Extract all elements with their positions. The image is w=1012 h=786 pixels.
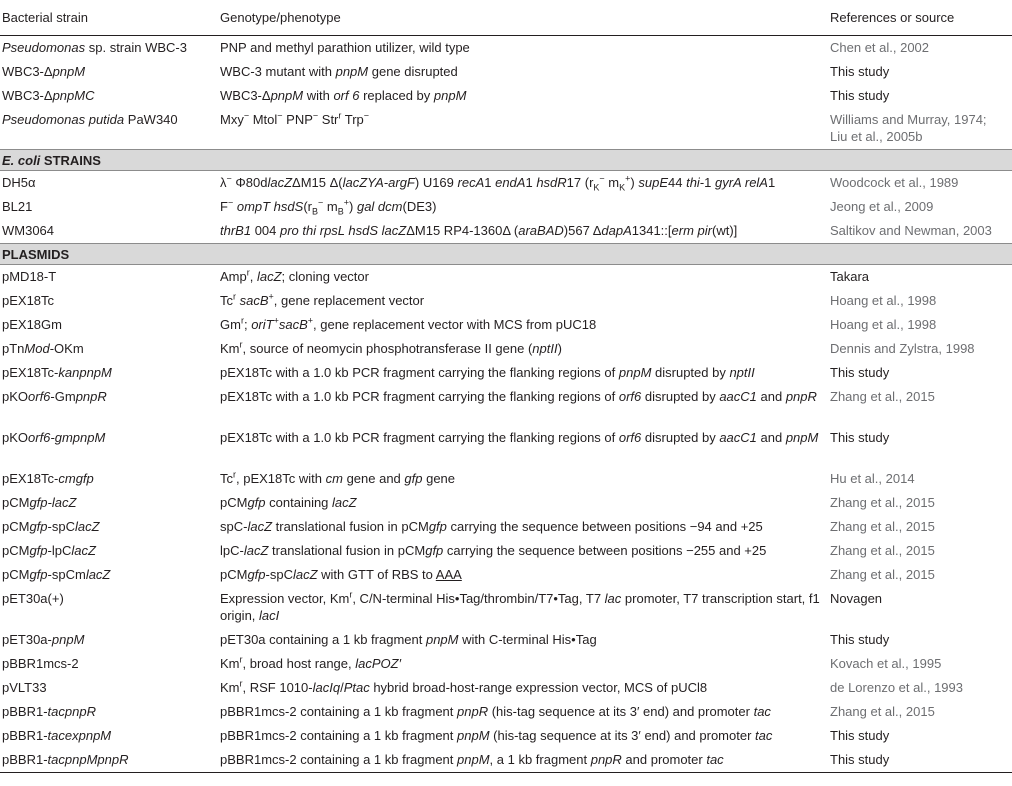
genotype-cell: pEX18Tc with a 1.0 kb PCR fragment carrying the flanking regions of orf6 disrupted by aacC1 and pnpR (220, 389, 817, 404)
genotype-cell: Expression vector, Km$^r$, C/N-terminal His•Tag/thrombin/T7•Tag, T7 lac promoter, T7 transcription start, f1 origin, lacI (220, 589, 820, 623)
genotype-cell: pBBR1mcs-2 containing a 1 kb fragment pnpR (his-tag sequence at its 3′ end) and promoter tac (220, 704, 771, 719)
reference-cell: This study (830, 365, 890, 380)
table-row (0, 219, 1012, 243)
table-row (0, 108, 1012, 149)
genotype-cell: pEX18Tc with a 1.0 kb PCR fragment carrying the flanking regions of orf6 disrupted by aacC1 and pnpM (220, 430, 819, 445)
reference-cell: This study (830, 728, 890, 743)
reference-cell: Novagen (830, 591, 883, 606)
genotype-cell: pBBR1mcs-2 containing a 1 kb fragment pnpM, a 1 kb fragment pnpR and promoter tac (220, 752, 724, 767)
reference-link[interactable]: Hoang et al., 1998 (830, 317, 937, 332)
genotype-cell: F− ompT $hsdS(r_B^-$ $m_B^+$) gal dcm(DE3) (220, 197, 437, 217)
reference-link[interactable]: Zhang et al., 2015 (830, 704, 935, 719)
strain-name-cell: pCMgfp-spCmlacZ (2, 567, 111, 582)
table-row (0, 171, 1012, 195)
table-body (0, 36, 1012, 773)
header-bacterial-strain: Bacterial strain (2, 10, 88, 25)
genotype-cell: Gm$^r$; oriT+sacB+, gene replacement vector with MCS from pUC18 (220, 315, 597, 332)
reference-link[interactable]: Chen et al., 2002 (830, 40, 930, 55)
header-genotype-phenotype: Genotype/phenotype (220, 10, 341, 25)
reference-link[interactable]: Williams and Murray, 1974; Liu et al., 2005b (830, 112, 987, 144)
strain-name-cell: pEX18Tc-kanpnpM (2, 365, 112, 380)
strain-name-cell: DH5α (2, 175, 36, 190)
strain-name-cell: pET30a(+) (2, 591, 64, 606)
reference-cell: This study (830, 430, 890, 445)
table-row (0, 195, 1012, 219)
table-row (0, 313, 1012, 337)
reference-link[interactable]: de Lorenzo et al., 1993 (830, 680, 963, 695)
reference-link[interactable]: Zhang et al., 2015 (830, 519, 935, 534)
genotype-cell: Tc$^r$, pEX18Tc with cm gene and gfp gene (220, 469, 456, 486)
reference-link[interactable]: Saltikov and Newman, 2003 (830, 223, 992, 238)
reference-cell: This study (830, 632, 890, 647)
genotype-cell: λ− Φ80dlacZΔM15 Δ(lacZYA-argF) U169 recA1 endA1 hsdR17 ($r_K^-$ $m_K^+$) supE44 thi-1 gyrA relA1 (220, 173, 776, 193)
table-row (0, 361, 1012, 385)
strain-name-cell: Pseudomonas putida PaW340 (2, 112, 178, 127)
table-row (0, 539, 1012, 563)
genotype-cell: pEX18Tc with a 1.0 kb PCR fragment carrying the flanking regions of pnpM disrupted by nptII (220, 365, 755, 380)
genotype-cell: Amp$^r$, lacZ; cloning vector (220, 267, 369, 284)
genotype-cell: WBC-3 mutant with pnpM gene disrupted (220, 64, 458, 79)
reference-cell: This study (830, 88, 890, 103)
table-row (0, 467, 1012, 491)
strain-name-cell: pBBR1-tacpnpMpnpR (2, 752, 129, 767)
reference-link[interactable]: Zhang et al., 2015 (830, 495, 935, 510)
strain-name-cell: pBBR1-tacpnpR (2, 704, 96, 719)
strain-name-cell: Pseudomonas sp. strain WBC-3 (2, 40, 187, 55)
genotype-cell: WBC3-ΔpnpM with orf 6 replaced by pnpM (220, 88, 467, 103)
strain-name-cell: WBC3-ΔpnpM (2, 64, 86, 79)
section-header: E. coli STRAINS (0, 149, 1012, 171)
genotype-cell: Tc$^r$ sacB+, gene replacement vector (220, 291, 425, 308)
strain-name-cell: pET30a-pnpM (2, 632, 85, 647)
reference-link[interactable]: Dennis and Zylstra, 1998 (830, 341, 975, 356)
strain-name-cell: pEX18Gm (2, 317, 62, 332)
section-header: PLASMIDS (0, 243, 1012, 265)
genotype-cell: Km$^r$, source of neomycin phosphotransferase II gene (nptII) (220, 339, 562, 356)
strain-name-cell: WBC3-ΔpnpMC (2, 88, 95, 103)
genotype-cell: Mxy− Mtol− PNP− Str$^r$ Trp− (220, 110, 370, 127)
strain-name-cell: pCMgfp-lacZ (2, 495, 77, 510)
table-row (0, 337, 1012, 361)
reference-link[interactable]: Hoang et al., 1998 (830, 293, 937, 308)
strain-name-cell: pEX18Tc (2, 293, 55, 308)
table-header (0, 0, 1012, 36)
table-row (0, 700, 1012, 724)
table-row (0, 426, 1012, 467)
table-row (0, 676, 1012, 700)
strain-name-cell: pKOorf6-GmpnpR (2, 389, 107, 404)
table-row (0, 36, 1012, 60)
table-row (0, 748, 1012, 772)
strain-name-cell: pCMgfp-lpClacZ (2, 543, 96, 558)
reference-link[interactable]: Zhang et al., 2015 (830, 567, 935, 582)
table-row (0, 60, 1012, 84)
genotype-cell: pET30a containing a 1 kb fragment pnpM with C-terminal His•Tag (220, 632, 597, 647)
reference-link[interactable]: Zhang et al., 2015 (830, 543, 935, 558)
genotype-cell: spC-lacZ translational fusion in pCMgfp carrying the sequence between positions −94 and +25 (220, 519, 763, 534)
table-row (0, 84, 1012, 108)
strain-name-cell: pVLT33 (2, 680, 47, 695)
reference-cell: This study (830, 64, 890, 79)
genotype-cell: Km$^r$, RSF 1010-lacIq/Ptac hybrid broad-host-range expression vector, MCS of pUCl8 (220, 678, 708, 695)
reference-link[interactable]: Zhang et al., 2015 (830, 389, 935, 404)
reference-cell: Takara (830, 269, 870, 284)
reference-link[interactable]: Hu et al., 2014 (830, 471, 915, 486)
table-row (0, 289, 1012, 313)
table-bottom-rule (0, 772, 1012, 773)
strain-name-cell: pBBR1mcs-2 (2, 656, 79, 671)
strain-name-cell: pKOorf6-gmpnpM (2, 430, 106, 445)
genotype-cell: lpC-lacZ translational fusion in pCMgfp carrying the sequence between positions −255 and +25 (220, 543, 767, 558)
genotype-cell: pBBR1mcs-2 containing a 1 kb fragment pnpM (his-tag sequence at its 3′ end) and promoter tac (220, 728, 773, 743)
strain-name-cell: WM3064 (2, 223, 55, 238)
genotype-cell: pCMgfp containing lacZ (220, 495, 357, 510)
table-row (0, 628, 1012, 652)
table-row (0, 587, 1012, 628)
strain-name-cell: pBBR1-tacexpnpM (2, 728, 112, 743)
table-row (0, 491, 1012, 515)
genotype-cell: pCMgfp-spClacZ with GTT of RBS to AAA (220, 567, 462, 582)
table-row (0, 724, 1012, 748)
header-references-source: References or source (830, 10, 955, 25)
genotype-cell: Km$^r$, broad host range, lacPOZ′ (220, 654, 402, 671)
reference-cell: This study (830, 752, 890, 767)
strain-name-cell: BL21 (2, 199, 33, 214)
table-row (0, 515, 1012, 539)
table-row (0, 385, 1012, 426)
strain-name-cell: pCMgfp-spClacZ (2, 519, 100, 534)
strain-name-cell: pTnMod-OKm (2, 341, 84, 356)
reference-link[interactable]: Kovach et al., 1995 (830, 656, 942, 671)
strain-name-cell: pEX18Tc-cmgfp (2, 471, 94, 486)
genotype-cell: PNP and methyl parathion utilizer, wild type (220, 40, 470, 55)
reference-link[interactable]: Jeong et al., 2009 (830, 199, 934, 214)
table-row (0, 652, 1012, 676)
table-row (0, 563, 1012, 587)
table-row (0, 265, 1012, 289)
reference-link[interactable]: Woodcock et al., 1989 (830, 175, 959, 190)
strain-name-cell: pMD18-T (2, 269, 57, 284)
genotype-cell: thrB1 004 pro thi rpsL hsdS lacZΔM15 RP4-1360Δ (araBAD)567 ΔdapA1341::[erm pir(wt)] (220, 223, 738, 238)
